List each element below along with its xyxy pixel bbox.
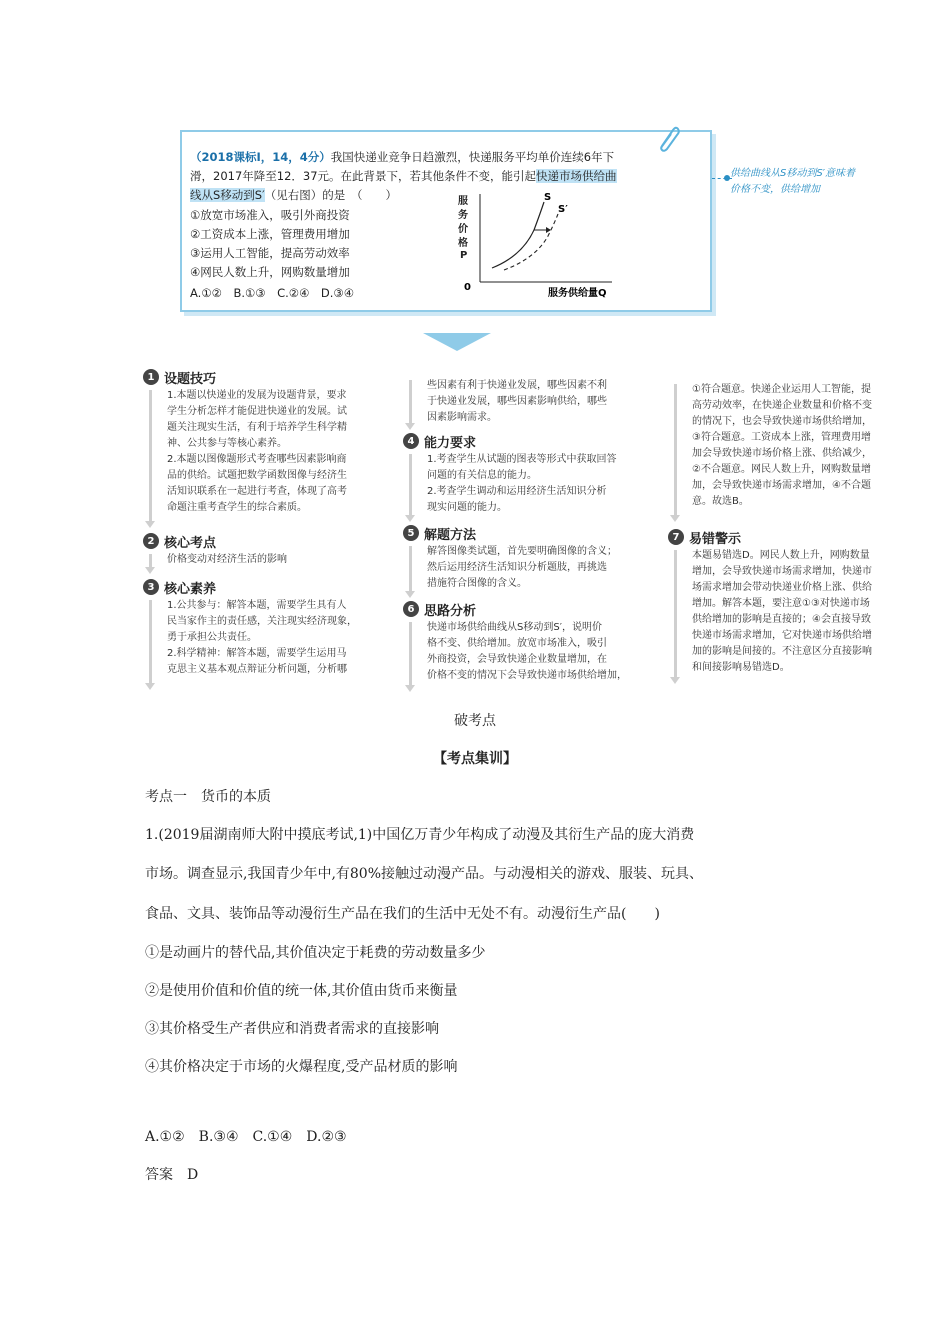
section-subheading: 【考点集训】 bbox=[433, 751, 517, 767]
y-axis-label bbox=[458, 194, 469, 261]
section-body: 1.本题以快递业的发展为设题背景，要求 学生分析怎样才能促进快递业的发展。试 题关注现实生活，有利于培养学生科学精 神、公共参与等核心素养。 2.本题以图像题形式考查哪些因素影响商 品的供给。试题把数学函数图像与经济生 活知识联系在一起进行考查，体现了高考 命题注重考查学生的综合素质。 bbox=[143, 388, 398, 528]
exam-option: ②工资成本上涨，管理费用增加 bbox=[190, 227, 350, 241]
section-heading: 5 解题方法 bbox=[403, 522, 658, 544]
section-body: 1.公共参与：解答本题，需要学生具有人 民当家作主的责任感，关注现实经济现象， 勇于承担公共责任。 2.科学精神：解答本题，需要学生运用马 克思主义基本观点辩证分析问题，分析哪 bbox=[143, 598, 398, 690]
paperclip-icon bbox=[655, 124, 681, 152]
svg-text:格: 格 bbox=[458, 238, 468, 249]
section-number-badge: 5 bbox=[403, 525, 419, 541]
svg-text:P: P bbox=[460, 250, 468, 261]
exam-source: （2018课标Ⅰ，14，4分） bbox=[190, 150, 331, 164]
answer-choices: A.①② B.③④ C.①④ D.②③ bbox=[145, 1129, 347, 1145]
answer-text: 答案 D bbox=[145, 1167, 199, 1183]
question-text: 市场。调查显示,我国青少年中,有80%接触过动漫产品。与动漫相关的游戏、服装、玩具、 bbox=[145, 866, 704, 882]
section-body: 1.考查学生从试题的图表等形式中获取回答 问题的有关信息的能力。 2.考查学生调动和运用经济生活知识分析 现实问题的能力。 bbox=[403, 452, 658, 522]
exam-option: ③运用人工智能，提高劳动效率 bbox=[190, 246, 350, 260]
shift-arrow-head bbox=[546, 227, 551, 233]
section-body: 快递市场供给曲线从S移动到S′，说明价 格不变、供给增加。放宽市场准入，吸引 外商投资，会导致快递企业数量增加，在 价格不变的情况下会导致快递市场供给增加， bbox=[403, 620, 658, 692]
section-heading: 2 核心考点 bbox=[143, 530, 398, 552]
question-option: ③其价格受生产者供应和消费者需求的直接影响 bbox=[145, 1021, 439, 1037]
section-body-continued: 些因素有利于快递业发展，哪些因素不利 于快递业发展，哪些因素影响供给，哪些 因素影响需求。 bbox=[403, 378, 658, 430]
axis-origin: 0 bbox=[464, 282, 471, 293]
section-number-badge: 3 bbox=[143, 579, 159, 595]
exam-choices: A.①② B.①③ C.②④ D.③④ bbox=[190, 286, 355, 300]
section-body: 解答图像类试题，首先要明确图像的含义； 然后运用经济生活知识分析题肢，再挑选 措施符合图像的含义。 bbox=[403, 544, 658, 598]
section-heading: 1 设题技巧 bbox=[143, 366, 398, 388]
question-text: 1.(2019届湖南师大附中摸底考试,1)中国亿万青少年构成了动漫及其衍生产品的庞大消费 bbox=[145, 827, 695, 843]
section-number-badge: 2 bbox=[143, 533, 159, 549]
svg-text:务: 务 bbox=[458, 210, 468, 221]
section-number-badge: 4 bbox=[403, 433, 419, 449]
analysis-column-1 bbox=[143, 366, 398, 690]
series-line-s-prime bbox=[504, 214, 558, 270]
supply-curve-chart bbox=[452, 186, 622, 306]
exam-option: ④网民人数上升，网购数量增加 bbox=[190, 265, 350, 279]
exam-stem: （2018课标Ⅰ，14，4分）我国快递业竞争日趋激烈，快递服务平均单价连续6年下 滑，2017年降至12．37元。在此背景下，若其他条件不变，能引起快递市场供给曲 线从S移动到S′（见右图）的是 （ ） bbox=[190, 150, 617, 202]
series-line-s bbox=[492, 202, 544, 268]
exam-question-box bbox=[180, 130, 712, 312]
exam-option: ①放宽市场准入，吸引外商投资 bbox=[190, 208, 350, 222]
legend-s: S bbox=[544, 192, 552, 203]
analysis-column-2 bbox=[403, 378, 658, 692]
svg-text:价: 价 bbox=[458, 224, 468, 235]
section-body: 本题易错选D。网民人数上升，网购数量 增加，会导致快递市场需求增加，快递市 场需求增加会带动快递业价格上涨、供给 增加。解答本题，要注意①③对快递市场 供给增加的影响是直接的；④会直接导致 快递市场需求增加，它对快递市场供给增 加的影响是间接的。不注意区分直接影响 和间接影响易错选D。 bbox=[668, 548, 923, 684]
section-heading: 4 能力要求 bbox=[403, 430, 658, 452]
section-heading: 6 思路分析 bbox=[403, 598, 658, 620]
section-heading: 3 核心素养 bbox=[143, 576, 398, 598]
section-number-badge: 1 bbox=[143, 369, 159, 385]
section-number-badge: 6 bbox=[403, 601, 419, 617]
question-option: ①是动画片的替代品,其价值决定于耗费的劳动数量多少 bbox=[145, 945, 486, 961]
section-body: 价格变动对经济生活的影响 bbox=[143, 552, 398, 574]
x-axis-label: 服务供给量Q bbox=[548, 288, 607, 299]
margin-annotation: 供给曲线从S移动到S′意味着 价格不变，供给增加 bbox=[730, 168, 855, 195]
svg-text:服: 服 bbox=[458, 196, 468, 207]
highlight-phrase: 快递市场供给曲 bbox=[536, 169, 617, 183]
topic-title: 考点一 货币的本质 bbox=[145, 789, 271, 805]
legend-s-prime: S′ bbox=[558, 204, 568, 215]
analysis-column-3 bbox=[668, 382, 923, 684]
section-body-continued: ①符合题意。快递企业运用人工智能，提 高劳动效率，在快递企业数量和价格不变 的情况下，也会导致快递市场供给增加， ③符合题意。工资成本上涨，管理费用增 加会导致快递市场价格上涨、供给减少， ②不合题意。网民人数上升，网购数量增 加，会导致快递市场需求增加，④不合题 意。故选B。 bbox=[668, 382, 923, 522]
question-text: 食品、文具、装饰品等动漫衍生产品在我们的生活中无处不有。动漫衍生产品( ) bbox=[145, 906, 660, 922]
page-heading: 破考点 bbox=[454, 713, 496, 729]
question-option: ④其价格决定于市场的火爆程度,受产品材质的影响 bbox=[145, 1059, 458, 1075]
section-heading: 7 易错警示 bbox=[668, 526, 923, 548]
section-number-badge: 7 bbox=[668, 529, 684, 545]
question-option: ②是使用价值和价值的统一体,其价值由货币来衡量 bbox=[145, 983, 458, 999]
down-arrow-icon bbox=[423, 333, 491, 351]
highlight-phrase: 线从S移动到S′ bbox=[190, 188, 265, 202]
